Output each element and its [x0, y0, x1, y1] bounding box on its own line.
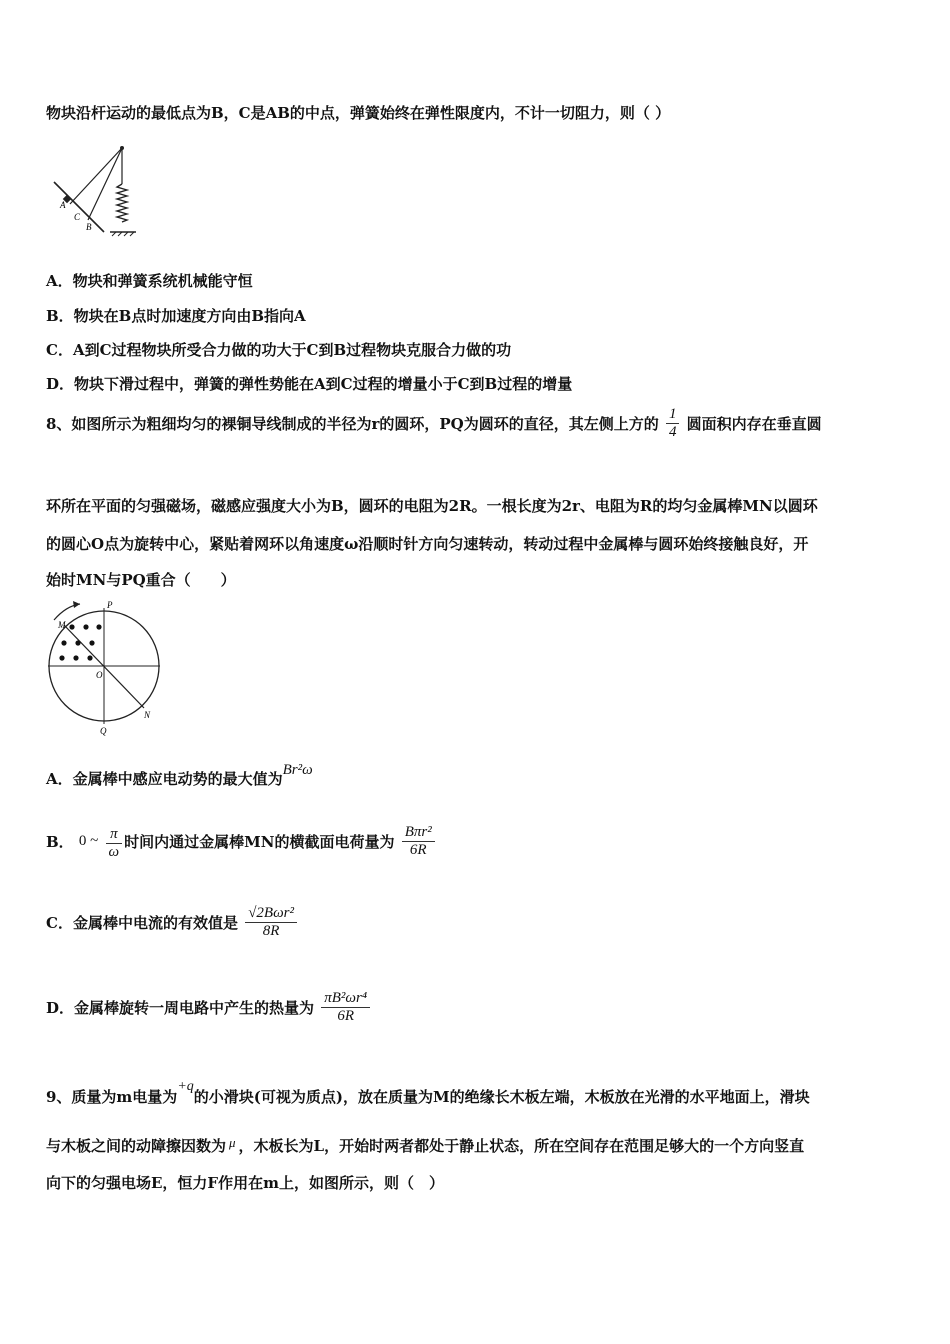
question-7-stem: 物块沿杆运动的最低点为B，C是AB的中点，弹簧始终在弹性限度内，不计一切阻力，则（ ）: [46, 104, 671, 122]
q8-option-b: B． 0 ~ $\frac{\pi}{\omega}$ 时间内通过金属棒MN的横截面电荷量为 $\frac{\text{Bπr²}}{6R}$: [46, 822, 437, 861]
question-9-line3: 向下的匀强电场E，恒力F作用在m上，如图所示，则（ ）: [46, 1174, 444, 1192]
question-8-line2: 环所在平面的匀强磁场，磁感应强度大小为B，圆环的电阻为2R。一根长度为2r、电阻为R的均匀金属棒MN以圆环: [46, 497, 818, 515]
label-C: C: [74, 212, 81, 222]
label-A: A: [60, 200, 66, 210]
q8-line1-b: 圆面积内存在垂直圆: [686, 414, 822, 433]
label-P: P: [107, 600, 113, 610]
friction-coefficient-symbol: μ: [229, 1135, 236, 1150]
charge-fraction: $\frac{\text{Bπr²}}{6R}$: [402, 824, 435, 859]
question-8-line4: 始时MN与PQ重合（ ）: [46, 571, 236, 589]
question-8-line3: 的圆心O点为旋转中心，紧贴着网环以角速度ω沿顺时针方向匀速转动，转动过程中金属棒与圆环始终接触良好，开: [46, 535, 809, 553]
label-N: N: [144, 710, 151, 720]
label-M: M: [58, 620, 66, 630]
label-O: O: [96, 670, 103, 680]
emf-max-formula: Br²ω: [282, 762, 313, 778]
incline-spring-figure: [46, 140, 146, 240]
q7-option-c: C．A到C过程物块所受合力做的功大于C到B过程物块克服合力做的功: [46, 341, 512, 359]
q8-option-a: A．金属棒中感应电动势的最大值为Br²ω: [46, 762, 313, 788]
charge-symbol: +q: [177, 1079, 194, 1094]
q7-option-b: B．物块在B点时加速度方向由B指向A: [46, 307, 306, 325]
question-9-line2: 与木板之间的动障擦因数为 μ ，木板长为L，开始时两者都处于静止状态，所在空间存在范围足够大的一个方向竖直: [46, 1135, 805, 1155]
q8-option-d: D．金属棒旋转一周电路中产生的热量为 $\frac{\text{πB²ωr⁴}}{6R}$: [46, 990, 372, 1025]
quarter-fraction: $\frac{1}{4}$: [666, 406, 680, 441]
q8-line1-a: 8、如图所示为粗细均匀的裸铜导线制成的半径为r的圆环，PQ为圆环的直径，其左侧上方的: [46, 414, 659, 433]
label-Q: Q: [100, 726, 107, 736]
label-B: B: [86, 222, 92, 232]
q7-option-d: D．物块下滑过程中，弹簧的弹性势能在A到C过程的增量小于C到B过程的增量: [46, 375, 573, 393]
q8-option-c: C．金属棒中电流的有效值是 $\frac{\text{√2Bωr²}}{8R}$: [46, 905, 299, 940]
circular-loop-figure: [44, 598, 168, 738]
q7-option-a: A．物块和弹簧系统机械能守恒: [46, 272, 253, 290]
time-range-fraction: $\frac{\pi}{\omega}$: [106, 826, 123, 861]
rms-current-fraction: $\frac{\text{√2Bωr²}}{8R}$: [245, 905, 297, 940]
heat-fraction: $\frac{\text{πB²ωr⁴}}{6R}$: [321, 990, 370, 1025]
question-9-line1: 9、质量为m电量为+q的小滑块(可视为质点)，放在质量为M的绝缘长木板左端，木板放在光滑的水平地面上，滑块: [46, 1079, 810, 1106]
question-8-line1: [46, 406, 822, 441]
